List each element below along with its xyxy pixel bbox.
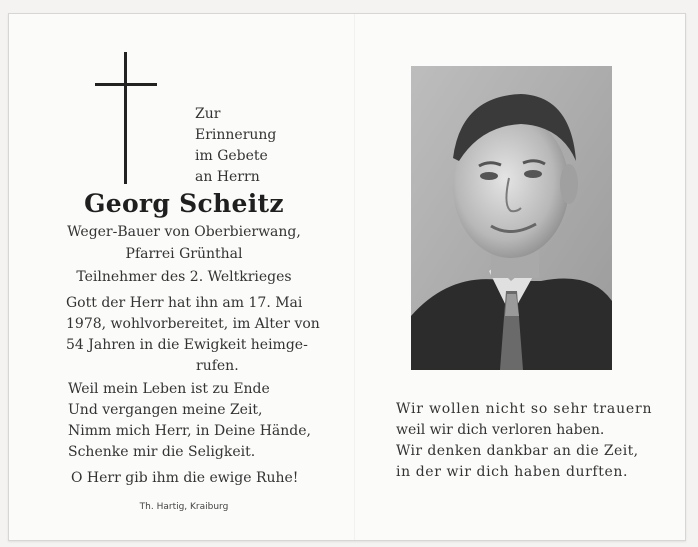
right-verse-line: in der wir dich haben durften. xyxy=(396,464,628,480)
memorial-heading xyxy=(195,104,276,188)
card-fold xyxy=(354,14,355,540)
deceased-parish: Pfarrei Grünthal xyxy=(125,246,243,262)
prayer xyxy=(71,468,298,489)
memorial-line: Zur xyxy=(195,106,221,122)
death-notice-line: 1978, wohlvorbereitet, im Alter von xyxy=(66,316,320,332)
right-verse-line: weil wir dich verloren haben. xyxy=(396,422,605,438)
poem-line: Weil mein Leben ist zu Ende xyxy=(68,381,270,397)
poem-line: Nimm mich Herr, in Deine Hände, xyxy=(68,423,311,439)
prayer-text: O Herr gib ihm die ewige Ruhe! xyxy=(71,470,299,486)
death-notice xyxy=(66,293,320,377)
poem-line: Schenke mir die Seligkeit. xyxy=(68,444,256,460)
deceased-note: Teilnehmer des 2. Weltkrieges xyxy=(76,269,292,285)
right-verse-line: Wir denken dankbar an die Zeit, xyxy=(396,443,639,459)
poem xyxy=(68,379,311,463)
cross-icon xyxy=(95,52,157,184)
poem-line: Und vergangen meine Zeit, xyxy=(68,402,263,418)
memorial-line: im Gebete xyxy=(195,148,268,164)
printer-credit: Th. Hartig, Kraiburg xyxy=(139,502,229,512)
death-notice-line: Gott der Herr hat ihn am 17. Mai xyxy=(66,295,303,311)
memorial-line: an Herrn xyxy=(195,169,260,185)
memorial-card xyxy=(8,13,686,541)
memorial-line: Erinnerung xyxy=(195,127,277,143)
deceased-name: Georg Scheitz xyxy=(84,189,284,218)
right-verse xyxy=(396,399,652,483)
death-notice-line: 54 Jahren in die Ewigkeit heimge- xyxy=(66,337,308,353)
right-verse-line: Wir wollen nicht so sehr trauern xyxy=(396,401,653,417)
death-notice-line: rufen. xyxy=(196,358,239,374)
portrait-photo xyxy=(411,66,612,370)
deceased-occupation: Weger-Bauer von Oberbierwang, xyxy=(67,224,301,240)
